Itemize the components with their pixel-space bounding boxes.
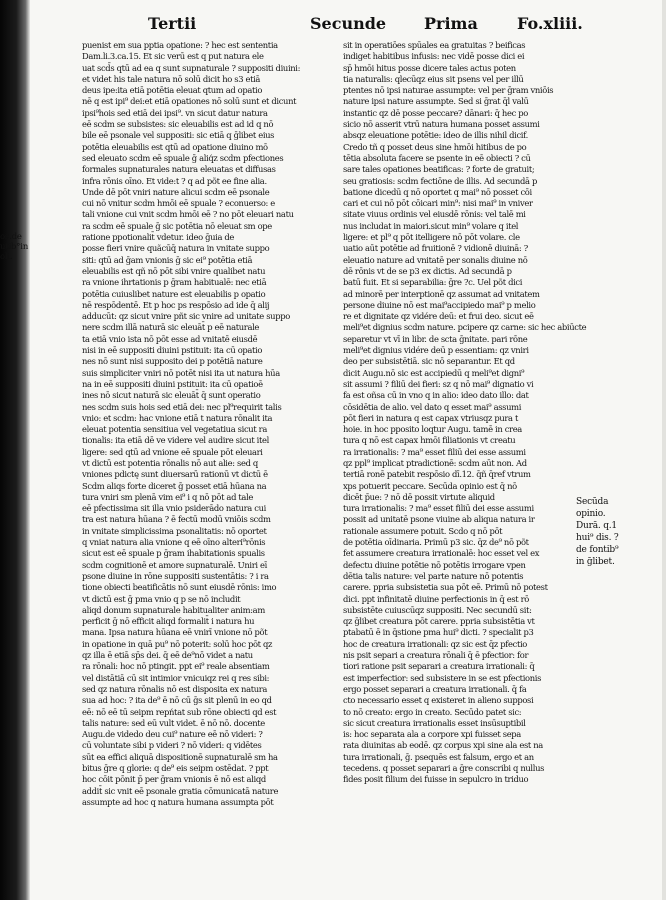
text-line: dicit Augu.nō sic est accipiedū q meli⁹et digni⁹: [343, 367, 525, 378]
text-line: indiget habitibus infusis: nec vidē posse dici ei: [343, 51, 525, 62]
text-line: formales supnaturales natura eleuatas et diffusas: [82, 164, 276, 175]
text-line: batione dicedū q nō oportet q mai⁹ nō posset cōi: [343, 186, 532, 197]
text-line: et videt his tale natura nō solū dicit ho s3 etiā: [82, 73, 261, 84]
text-line: Dam.li.3.ca.15. Et sic verū est q put natura ele: [82, 51, 264, 62]
left-text-column: [82, 40, 340, 807]
text-line: hoc cōit pōnit p̄ per ḡram vnionis ē nō est aliqd: [82, 774, 266, 785]
text-line: hoc de creatura irrationali: qz sic est q̄z pfectio: [343, 638, 527, 649]
text-line: nus includat in maiori.sicut min⁹ volare q itel: [343, 220, 519, 231]
text-line: cōsidētia de alio. vel dato q esset mai⁹ assumi: [343, 401, 522, 412]
text-line: defectu diuine potētie nō potētis irrogare vpen: [343, 559, 526, 570]
text-line: perficit ḡ nō efficit aliqd formalit̄ i natura hu: [82, 616, 255, 627]
margin-fragment-line: os.de: [0, 232, 22, 242]
text-line: dici. ppt infinitatē diuine perfectionis in q̄ est rō: [343, 593, 529, 604]
text-line: possit ad unitatē psone viuine ab aliqua natura ir: [343, 514, 535, 525]
text-line: eleuatio nature ad vnitatē per sonalis diuine nō: [343, 254, 528, 265]
text-line: tia naturalis: qlecūqz eius sit psens vel per illū: [343, 73, 524, 84]
binding-gutter-shadow: [0, 0, 30, 900]
margin-note-line: Secūda: [576, 497, 609, 507]
text-line: Credo tñ q posset deus sine hmōi hitibus de po: [343, 141, 527, 152]
text-line: sitate viuus ordinis vel eiusdē rōnis: vel talē mi: [343, 209, 526, 220]
text-line: eē scdm se subsistes: sic eleuabilis est ad id q nō: [82, 119, 274, 130]
text-line: ratione ppotionalit̄ vdetur. ideo ḡuia de: [82, 232, 235, 243]
text-line: batū fuit. Et si separabilia: ḡre ?c. Uel põt dici: [343, 277, 523, 288]
text-line: tra est natura hūana ? ē fectū modū vniōis scdm: [82, 514, 271, 525]
margin-note-line: de fontib⁹: [576, 545, 619, 555]
text-line: ad minorē per interptionē qz assumat ad vnitatem: [343, 288, 540, 299]
text-line: ptentes nō ipsi naturae assumpte: vel per ḡram vniōis: [343, 85, 554, 96]
text-line: absqz eleuatione potētie: ideo de illis nihil dicif.: [343, 130, 528, 141]
text-line: addit̄ sic vnit eē psonale gratia cōmunicatā nature: [82, 785, 279, 796]
text-line: re et dignitate qz vidére deū: et frui deo. sicut eē: [343, 311, 534, 322]
text-line: uat scd̄s qtū ad ea q sunt supnaturale ? suppositi diuini:: [82, 62, 301, 73]
text-line: scdm cognitionē et amore supnaturalē. Uniri eī: [82, 559, 267, 570]
text-line: ines nō sicut naturā sic eleuāt̄ q̄ sunt operatio: [82, 390, 261, 401]
right-text-column: [343, 40, 587, 785]
text-line: tura q nō est capax hmōi filiationis vt creatu: [343, 435, 516, 446]
text-line: tecedens. q posset separari a ḡre conscribi q nullus: [343, 763, 545, 773]
text-line: sicio nō asserit vtrū natura humana posset assumi: [343, 119, 540, 130]
text-line: tura irrationali, ḡ. psequēs est falsum, ergo et an: [343, 751, 534, 762]
text-line: in opatione in quā pu⁹ nō poterit: solū hoc pōt qz: [82, 638, 273, 649]
text-line: subsistēte cuiuscūqz suppositi. Nec secundū sit:: [343, 604, 532, 615]
text-line: tura irrationalis: ? ma⁹ esset filiū dei esse assumi: [343, 503, 534, 514]
text-line: sūt ea effici aliquā dispositionē supnaturalē sm ha: [82, 751, 278, 762]
text-line: nē q est ipi⁹ dei:et etiā opationes nō solū sunt et dicunt: [82, 96, 297, 107]
text-line: nere scdm illā naturā sic eleuāt̄ p eē naturale: [82, 322, 260, 333]
text-line: sare tales opationes beatificas: ? forte de gratuit;: [343, 164, 535, 175]
text-line: bile eē psonale vel suppositi: sic etiā q ḡlibet eius: [82, 130, 275, 141]
text-line: nes nō sunt nisi supposito dei p potētiā nature: [82, 356, 263, 367]
text-line: tētia absoluta facere se psente in eē obiecti ? cū: [343, 152, 531, 163]
text-line: seu gratiosis: scdm fectiōne de illis. Ad secundā p: [343, 175, 537, 186]
text-line: persone diuine nō est mai⁹accipiedo mai⁹ p melio: [343, 299, 536, 310]
text-line: Scdm aliqs forte diceret ḡ posset etiā hūana na: [82, 480, 267, 491]
text-line: tione obiecti beatificātis nō sunt eiusdē rōnis: imo: [82, 582, 277, 593]
text-line: vel distātiā cū sit intimior vnicuiqz rei q res sibi:: [82, 672, 270, 683]
margin-fragment-line: utib°in: [0, 242, 29, 252]
margin-note-line: in ḡlibet.: [576, 557, 615, 567]
margin-fragment-line: oli.: [0, 252, 13, 262]
text-line: fa est oñsa cū in vno q in alio: ideo dato illo: dat: [343, 390, 529, 401]
text-line: separetur vt vī in libr. de scta ḡnitate. pari rōne: [343, 333, 528, 344]
text-line: sit assumi ? filiū dei fieri: sz q nō mai⁹ dignatio vi: [343, 378, 534, 389]
text-line: Augu.de videdo deu cui⁹ nature eē nō videri: ?: [82, 729, 263, 740]
text-line: ra irrationalis: ? ma⁹ esset filiū dei esse assumi: [343, 446, 526, 457]
text-line: sit in operatiōes spūales ea gratuitas ? beificas: [343, 40, 526, 50]
text-line: bitus ḡre q glorie: q de⁹ eis seipm ostēdat. ? ppt: [82, 763, 269, 773]
text-line: vnio: et scdm: hac vnione etiā t natura rōnalit ita: [82, 412, 273, 423]
text-line: eē pfectissima sit illa vnio psiderādo natura cui: [82, 503, 266, 514]
text-line: qz ppl⁹ implicat ptradictionē: scdm aūt non. Ad: [343, 457, 527, 468]
text-line: cui nō vnitur scdm hmōi eē spuale ? econuerso: e: [82, 198, 275, 209]
margin-note-line: opinio.: [576, 509, 606, 519]
text-line: aliqd donum supnaturale habitualiter anim:am: [82, 604, 265, 615]
text-line: sed qz natura rōnalis nō est disposita ex natura: [82, 683, 268, 694]
text-line: ligere: et pl⁹ q pōt itelligere nō pōt volare. cle: [343, 232, 520, 243]
text-line: cū voluntate sibi p videri ? nō videri: q vidētes: [82, 740, 262, 751]
text-line: cari et cui nō pōt cōicari min⁹: nisi mai⁹ in vniver: [343, 198, 533, 209]
text-line: posse fieri vnire quãcūq̄ natura in vnitate suppo: [82, 243, 270, 254]
text-line: uatio aūt potētie ad fruitionē ? vidionē diuinā: ?: [343, 243, 528, 254]
text-line: nisi in eē suppositi diuini pstituit: ita cū opatio: [82, 345, 263, 356]
text-line: pōt fieri in natura q est capax vtriusqz pura t: [343, 412, 519, 423]
text-line: assumpte ad hoc q natura humana assumpta pōt: [82, 796, 274, 807]
text-line: tura vniri sm plenā vim ei⁹ i q nō pōt ad tale: [82, 491, 253, 502]
text-line: vniones pdictę sunt diuersarū rationū vt dictū ē: [82, 469, 268, 480]
text-line: q vniat natura alia vnione q eē oīno alteri⁹rōnis: [82, 537, 266, 548]
text-line: vt dictū est potentia rōnalis nō aut alie: sed q: [82, 457, 258, 468]
text-line: qz illa ē etiā sp̄s dei. q̄ eē de⁹nō videt a natu: [82, 650, 253, 661]
text-line: ta etiā vnio ista nō pōt esse ad vnitatē eiusdē: [82, 333, 258, 344]
text-line: deo per subsistētiā. sic nō separantur. Et qd: [343, 356, 515, 367]
text-line: ptabatū ē in q̄stione pma hui⁹ dicti. ? specialit p3: [343, 627, 534, 638]
text-line: meli⁹et dignius vidére deū p essentiam: qz vniri: [343, 345, 529, 356]
text-line: instantic qz dē posse peccare? dānari: q̄ hec po: [343, 107, 528, 118]
text-line: ra vnione ihrtationis p ḡram habitualē: nec etiā: [82, 277, 267, 288]
text-line: eleuat potentia sensitiua vel vegetatiua sicut ra: [82, 424, 267, 435]
margin-note-line: hui⁹ dis. ?: [576, 533, 619, 543]
text-line: Unde dē pōt vniri nature alicui scdm eē psonale: [82, 186, 270, 197]
text-line: sic sicut creatura irrationalis esset insūsuptibil: [343, 717, 526, 728]
text-line: vt dictū est ḡ pma vnio q p se nō includit: [82, 593, 241, 604]
text-line: dē rōnis vt de se p3 ex dictis. Ad secundā p: [343, 265, 512, 276]
text-line: dicēt p̄ue: ? nō dē possit virtute aliquid: [343, 491, 495, 502]
text-line: infra rōnis oīno. Et vide:t ? q ad põt ee fine alia.: [82, 175, 267, 186]
text-line: ra rōnali: hoc nō ptingit. ppt ei⁹ reale absentiam: [82, 661, 270, 672]
text-line: to nō creato: ergo in creato. Secūdo patet sic:: [343, 706, 522, 717]
text-line: ligere: sed qtū ad vnione eē spuale pōt eleuari: [82, 446, 263, 457]
text-line: psone diuine in rōne suppositi sustentātis: ? i ra: [82, 570, 269, 581]
text-line: carere. ppria subsistetia sua pōt eē. Primū nō potest: [343, 582, 548, 593]
text-line: ipsi⁹hois sed etiā dei ipsi⁹. vn sicut datur natura: [82, 107, 268, 118]
text-line: ra scdm eē spuale ḡ sic potētia nō eleuat sm ope: [82, 220, 272, 231]
text-line: deus ipe:ita etiā potētia eleuat qtum ad opatio: [82, 85, 263, 96]
text-line: is: hoc separata ala a corpore xpi fuisset sepa: [343, 729, 521, 740]
text-line: potētia eleuabilis est qtū ad opatione diuino mō: [82, 141, 268, 152]
text-line: sed eleuato scdm eē spuale ḡ aliq́z scdm pfectiones: [82, 152, 284, 163]
text-line: nē respōdentē. Et p hoc ps respōsio ad ide q̄ alij: [82, 299, 270, 310]
text-line: siti: qtū ad ḡam vnionis ḡ sic ei⁹ potētia etiā: [82, 254, 253, 265]
text-line: tali vnione cui vnit scdm hmōi eē ? no pōt eleuari natu: [82, 209, 294, 220]
text-line: ergo posset separari a creatura irrationali. q̄ fa: [343, 683, 527, 694]
text-line: mana. Ipsa natura hūana eē vnirī vnione nō põt: [82, 627, 268, 638]
text-line: in vnitate simplicissima psonalitatis: nō oportet: [82, 525, 267, 536]
text-line: de potētia oīdinaria. Primū p3 sic. q̄z de⁹ nō põt: [343, 537, 529, 548]
text-line: est imperfectior: sed subsistere in se est pfectionis: [343, 672, 542, 683]
text-line: nes scdm suis hois sed etiā dei: nec pl⁹requirit talis: [82, 401, 282, 412]
previous-page-margin-fragment: [0, 232, 34, 262]
header-prima: Prima: [424, 14, 478, 33]
header-secunde: Secunde: [310, 14, 387, 33]
text-line: eē: nō eē tū seipm repńtat sub rōne obiecti qd est: [82, 706, 277, 717]
text-line: dētia talis nature: vel parte nature nō potentis: [343, 570, 524, 581]
text-line: eleuabilis est qñ nō pōt sibi vnire qualibet natu: [82, 265, 266, 276]
margin-note-secunda-opinio: [576, 496, 664, 568]
text-line: sp̄ hmōi hitus posse dicere tales actus poten: [343, 62, 516, 73]
running-header: [0, 10, 666, 40]
text-line: nis psit separi a creatura rōnali q̄ ē pfectior: for: [343, 650, 529, 661]
text-line: sicut est eē spuale p ḡram ihabitationis spualis: [82, 548, 265, 559]
text-line: tertiā ronē patebit respōsio dī.12. q̄ñ q̄ref vtrum: [343, 469, 531, 480]
margin-note-line: Durā. q.1: [576, 521, 617, 531]
text-line: suis simpliciter vniri nō potēt nisi ita ut natura hūa: [82, 367, 280, 378]
header-tertii: Tertii: [148, 14, 197, 33]
text-line: adducūt: qz sicut vnire pñt sic vnire ad unitate suppo: [82, 311, 290, 322]
folio-number: Fo.xliii.: [517, 14, 583, 33]
text-line: tiori ratione psit separari a creatura irrationali: q̄: [343, 661, 535, 672]
text-line: tionalis: ita etiā dē ve videre vel audire sicut itel: [82, 435, 269, 446]
text-line: rata diuinitas ab eodē. qz corpus xpi sine ala est na: [343, 740, 543, 751]
text-line: cto necessario esset q existeret in alieno supposi: [343, 695, 534, 706]
text-line: potētia cuiuslibet nature est eleuabilis p opatio: [82, 288, 266, 299]
page-right-edge: [662, 0, 666, 900]
text-line: rationale assumere potuit. Scdo q nō pōt: [343, 525, 503, 536]
text-line: fides posit filium dei fuisse in sepulcro in triduo: [343, 774, 529, 785]
text-line: fet assumere creatura irrationalē: hoc esset vel ex: [343, 548, 540, 559]
text-line: xps potuerit peccare. Secūda opinio est q̄ nō: [343, 480, 517, 491]
text-line: talis nature: sed eū vult videt. ē nō nō. docente: [82, 717, 265, 728]
text-line: meli⁹et dignius scdm nature. pcipere qz carne: sic hec abiūcte: [343, 322, 587, 333]
text-line: nature ipsi nature assumpte. Sed si ḡrat q̄l valū: [343, 96, 529, 107]
text-line: sua ad hoc: ? ita de⁹ ē nō cū ḡs sit plenū in eo qd: [82, 695, 272, 706]
text-line: puenist em sua pptia opatione: ? hec est sententia: [82, 40, 278, 50]
text-line: qz ḡlibet creatura pōt carere. ppria subsistētia vt: [343, 616, 535, 627]
text-line: hoie. in hoc pposito loqtur Augu. tamē in crea: [343, 424, 522, 435]
text-line: na in eē suppositi diuini pstituit: ita cū opatioē: [82, 378, 263, 389]
